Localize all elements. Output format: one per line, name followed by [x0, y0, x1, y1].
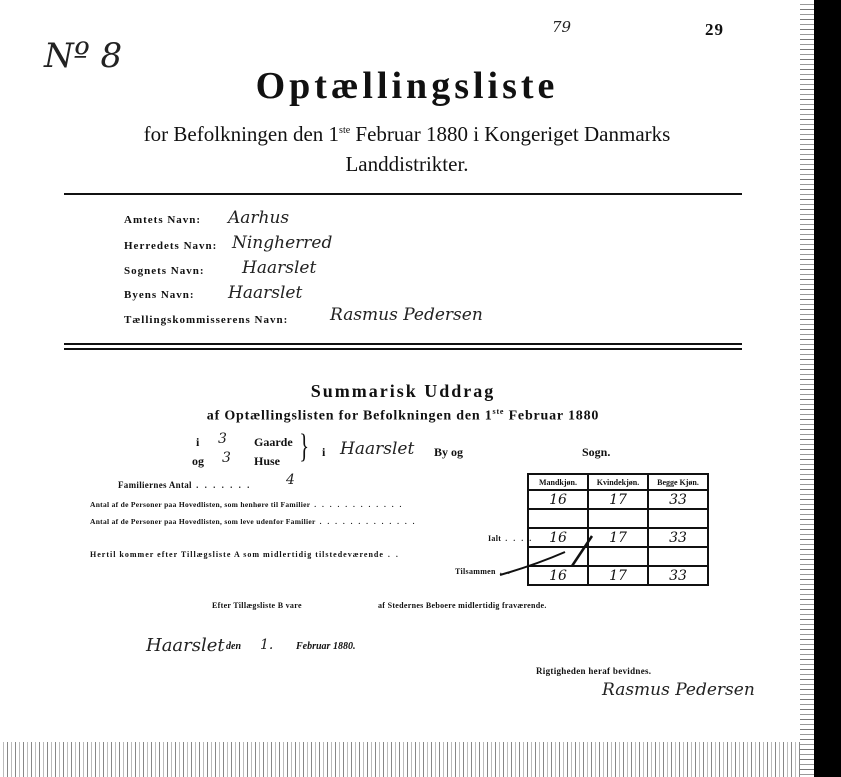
row-ialt-text: Ialt — [488, 534, 502, 543]
gaarde-count: 3 — [218, 431, 227, 447]
footer-den: den — [226, 641, 241, 652]
form-number-mark: Nº 8 — [44, 36, 123, 76]
row-hovedliste-familier-text: Antal af de Personer paa Hovedlisten, som henhøre til Familier — [90, 500, 311, 509]
row-familier-label — [118, 480, 251, 490]
cell-tilsammen-begge: 33 — [648, 566, 708, 585]
cell-udenfor-mand — [528, 509, 588, 528]
tillaeg-b-prefix: Efter Tillægsliste B vare — [212, 601, 302, 610]
cell-tilsammen-kvinde: 17 — [588, 566, 648, 585]
header-kvindekjon: Kvindekjøn. — [588, 474, 648, 490]
header-divider — [64, 193, 742, 195]
cell-familier-begge: 33 — [648, 490, 708, 509]
cell-familier-mand: 16 — [528, 490, 588, 509]
summary-title: Summarisk Uddrag — [310, 381, 496, 401]
cell-udenfor-kvinde — [588, 509, 648, 528]
cell-ialt-begge: 33 — [648, 528, 708, 547]
footer-day: 1. — [260, 637, 274, 653]
summary-i-2: i — [322, 445, 326, 459]
subtitle-suffix: Februar 1880 i Kongeriget Danmarks — [350, 122, 671, 146]
brace: } — [299, 428, 310, 465]
row-udenfor-text: Antal af de Personer paa Hovedlisten, som leve udenfor Familier — [90, 517, 316, 526]
by-og-label: By og — [434, 445, 464, 459]
cell-tillaeg-begge — [648, 547, 708, 566]
header-begge-kjon: Begge Kjøn. — [648, 474, 708, 490]
double-rule-bottom — [64, 348, 742, 350]
tally-strike-marks — [480, 530, 620, 580]
field-kommissaer-value: Rasmus Pedersen — [330, 305, 483, 325]
row-hovedliste-familier-label — [90, 500, 403, 509]
row-tilsammen-text: Tilsammen — [455, 567, 496, 576]
field-herred-label: Herredets Navn: — [124, 240, 218, 252]
subtitle-line-1 — [0, 122, 814, 147]
row-familier-text: Familiernes Antal — [118, 480, 192, 490]
scan-noise-bottom — [0, 742, 814, 777]
huse-count: 3 — [222, 450, 231, 466]
row-familier-dots: . . . . . . . — [191, 480, 252, 490]
by-name: Haarslet — [340, 439, 415, 459]
cell-ialt-kvinde: 17 — [588, 528, 648, 547]
page-number: 29 — [705, 20, 724, 39]
tally-header-row — [528, 474, 708, 490]
footer-date: Februar 1880. — [296, 641, 356, 652]
sogn-label: Sogn. — [582, 445, 611, 459]
summary-i: i — [196, 435, 200, 449]
page-title: Optællingsliste — [255, 65, 559, 107]
field-sogn-value: Haarslet — [242, 258, 317, 278]
row-tillaeg-a-dots: . . — [383, 550, 400, 559]
field-by-value: Haarslet — [228, 283, 303, 303]
row-tilsammen-dots: . . — [495, 567, 512, 576]
header-mandkjon: Mandkjøn. — [528, 474, 588, 490]
attest-text: Rigtigheden heraf bevidnes. — [536, 666, 652, 676]
row-ialt-dots: . . . . — [501, 534, 534, 543]
summary-line-prefix: af Optællingslisten for Befolkningen den 1 — [206, 408, 493, 424]
field-by-label: Byens Navn: — [124, 289, 195, 301]
gaarde-label: Gaarde — [254, 435, 293, 449]
summary-line-sup: ste — [492, 407, 505, 416]
row-udenfor-label — [90, 517, 416, 526]
strike-slash — [572, 536, 592, 566]
cell-tilsammen-mand: 16 — [528, 566, 588, 585]
tillaeg-b-suffix: af Stedernes Beboere midlertidig fraværende. — [378, 601, 547, 610]
field-herred-value: Ningherred — [232, 233, 333, 253]
footer-place: Haarslet — [146, 635, 225, 656]
row-tillaeg-a-text: Hertil kommer efter Tillægsliste A som midlertidig tilstedeværende — [90, 550, 384, 559]
field-amt-label: Amtets Navn: — [124, 214, 202, 226]
subtitle-line-2: Landdistrikter. — [345, 152, 469, 176]
row-udenfor-dots: . . . . . . . . . . . . . — [315, 517, 417, 526]
cell-ialt-mand: 16 — [528, 528, 588, 547]
subtitle-prefix: for Befolkningen den 1 — [143, 122, 340, 146]
cell-familier-kvinde: 17 — [588, 490, 648, 509]
scan-noise-right — [800, 0, 814, 777]
table-row — [528, 509, 708, 528]
summary-og: og — [192, 454, 204, 468]
familier-count: 4 — [286, 472, 295, 488]
summary-line — [0, 407, 806, 425]
row-tillaeg-a-label — [90, 550, 400, 559]
field-amt-value: Aarhus — [228, 208, 290, 228]
field-sogn-label: Sognets Navn: — [124, 265, 205, 277]
huse-label: Huse — [254, 454, 281, 468]
signature: Rasmus Pedersen — [602, 680, 755, 700]
subtitle-sup: ste — [339, 125, 351, 136]
field-kommissaer-label: Tællingskommisserens Navn: — [124, 314, 289, 326]
table-row — [528, 490, 708, 509]
cell-udenfor-begge — [648, 509, 708, 528]
strike-curve — [500, 552, 565, 575]
double-rule-top — [64, 343, 742, 345]
row-hovedliste-familier-dots: . . . . . . . . . . . . — [310, 500, 404, 509]
pencil-number: 79 — [552, 18, 572, 36]
summary-line-suffix: Februar 1880 — [504, 408, 600, 424]
